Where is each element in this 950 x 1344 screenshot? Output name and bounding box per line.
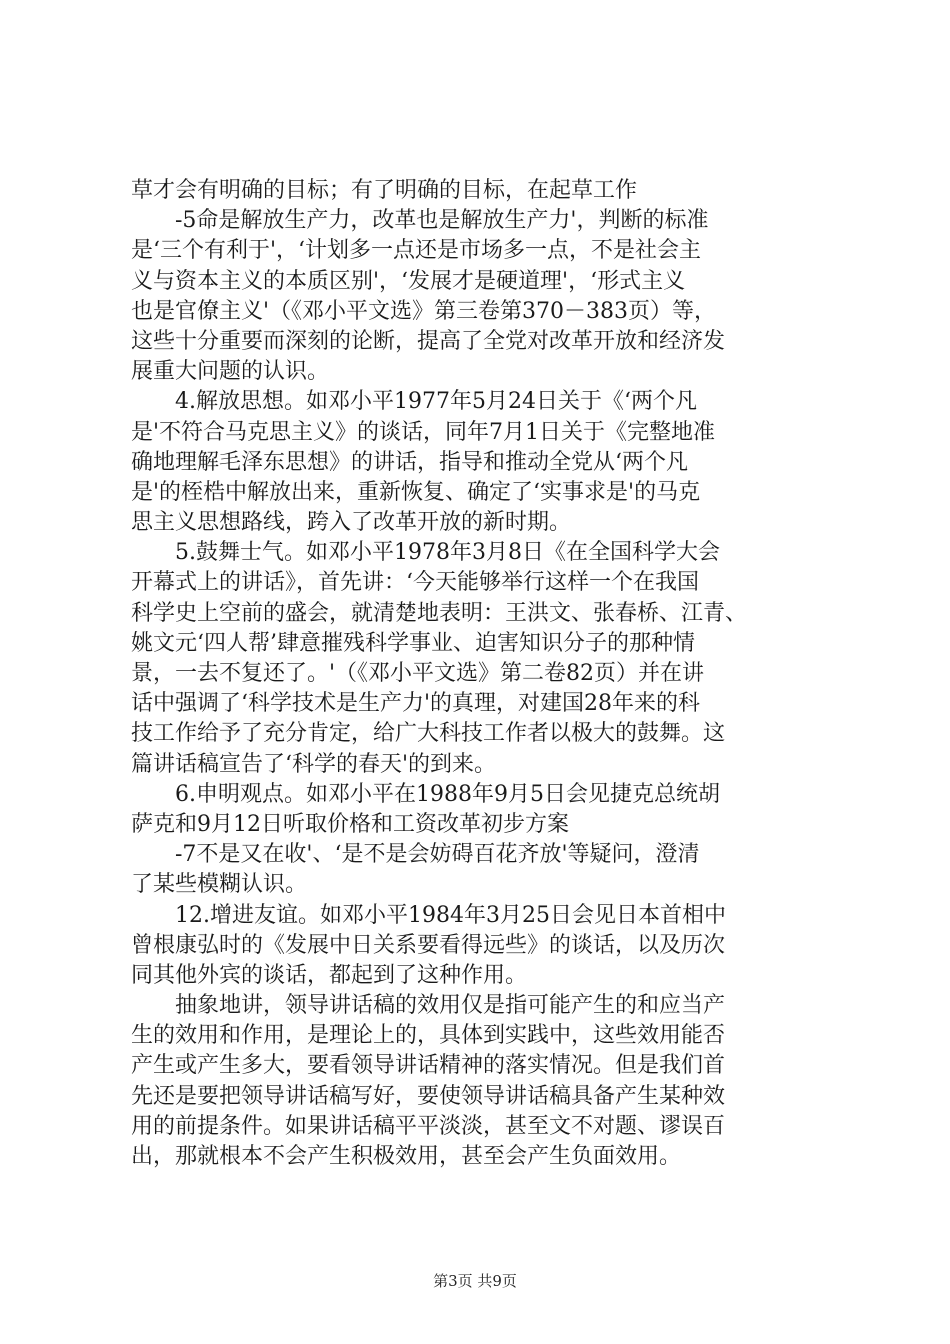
text-line: 话中强调了‘科学技术是生产力'的真理，对建国28年来的科 [131,691,701,717]
text-line: 篇讲话稿宣告了‘科学的春天'的到来。 [131,751,497,777]
text-line: 萨克和9月12日听取价格和工资改革初步方案 [131,811,569,837]
text-line: 12.增进友谊。如邓小平1984年3月25日会见日本首相中 [175,902,726,928]
text-line: 出，那就根本不会产生积极效用，甚至会产生负面效用。 [131,1144,682,1169]
text-line: 4.解放思想。如邓小平1977年5月24日关于《‘两个凡 [175,389,697,415]
text-line: 展重大问题的认识。 [131,359,330,385]
text-line: 也是官僚主义'（《邓小平文选》第三卷第370－383页）等， [131,298,717,324]
text-line: 曾根康弘时的《发展中日关系要看得远些》的谈话，以及历次 [131,932,726,958]
text-line: 是'不符合马克思主义》的谈话，同年7月1日关于《完整地准 [131,419,716,445]
text-line: 用的前提条件。如果讲话稿平平淡淡，甚至文不对题、谬误百 [131,1113,726,1139]
text-line: 确地理解毛泽东思想》的讲话，指导和推动全党从‘两个凡 [131,449,688,475]
text-line: 这些十分重要而深刻的论断，提高了全党对改革开放和经济发 [131,328,726,354]
text-line: 开幕式上的讲话》，首先讲：‘今天能够举行这样一个在我国 [131,570,699,596]
text-line: 义与资本主义的本质区别'，‘发展才是硬道理'，‘形式主义 [131,268,686,294]
text-line: 6.申明观点。如邓小平在1988年9月5日会见捷克总统胡 [175,781,720,807]
text-line: 草才会有明确的目标；有了明确的目标，在起草工作 [131,178,638,203]
text-line: 思主义思想路线，跨入了改革开放的新时期。 [131,510,572,536]
page-number-label: 第3页 共9页 [433,1272,517,1290]
text-line: 景，一去不复还了。'（《邓小平文选》第二卷82页）并在讲 [131,661,705,686]
text-line: 先还是要把领导讲话稿写好，要使领导讲话稿具备产生某种效 [131,1083,726,1109]
text-line: -5命是解放生产力，改革也是解放生产力'，判断的标准 [175,208,709,234]
text-line: 5.鼓舞士气。如邓小平1978年3月8日《在全国科学大会 [175,540,720,566]
text-line: 同其他外宾的谈话，都起到了这种作用。 [131,962,528,988]
text-line: 科学史上空前的盛会，就清楚地表明：王洪文、张春桥、江青、 [131,600,748,626]
text-line: 是'的桎梏中解放出来，重新恢复、确定了‘实事求是'的马克 [131,479,701,505]
text-line: 抽象地讲，领导讲话稿的效用仅是指可能产生的和应当产 [175,993,726,1019]
text-line: 姚文元‘四人帮’肆意摧残科学事业、迫害知识分子的那种情 [131,630,695,656]
text-line: 了某些模糊认识。 [131,872,308,898]
text-line: -7不是又在收'、‘是不是会妨碍百花齐放'等疑问，澄清 [175,842,700,868]
text-line: 是‘三个有利于'，‘计划多一点还是市场多一点，不是社会主 [131,238,702,264]
document-body [131,176,831,1172]
text-line: 技工作给予了充分肯定，给广大科技工作者以极大的鼓舞。这 [131,721,726,747]
text-line: 产生或产生多大，要看领导讲话精神的落实情况。但是我们首 [131,1053,726,1079]
text-line: 生的效用和作用，是理论上的，具体到实践中，这些效用能否 [131,1023,726,1049]
page-footer [0,1270,950,1291]
